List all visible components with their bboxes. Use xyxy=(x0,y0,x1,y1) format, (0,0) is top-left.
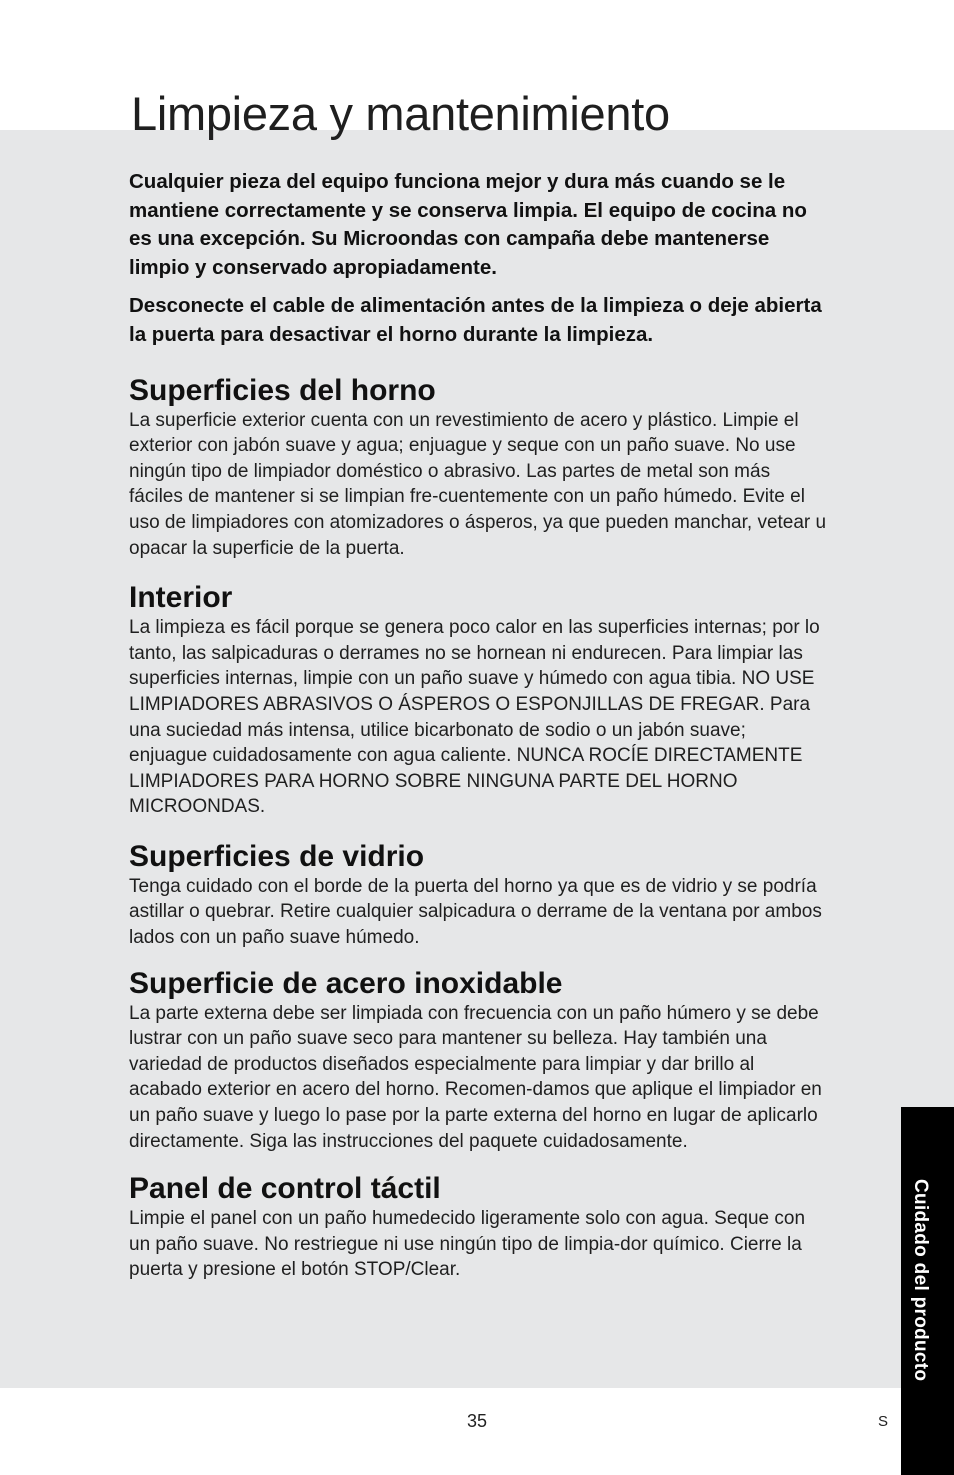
section-interior xyxy=(129,581,829,820)
intro-block xyxy=(129,168,829,350)
section-stainless-steel xyxy=(129,967,829,1155)
section-glass-surfaces xyxy=(129,840,829,951)
section-heading: Superficies del horno xyxy=(129,373,436,407)
language-code: S xyxy=(878,1413,889,1430)
section-body: Limpie el panel con un paño humedecido ligeramente solo con agua. Seque con un paño suave. No restriegue ni use ningún tipo de limpia-dor químico. Cierre la puerta y presione el botón STOP/Clear. xyxy=(129,1208,806,1281)
chapter-side-tab-label: Cuidado del producto xyxy=(910,1179,931,1382)
section-body: Tenga cuidado con el borde de la puerta del horno ya que es de vidrio y se podría astillar o quebrar. Retire cualquier salpicadura o derrame de la ventana por ambos lados con un paño suave húmedo. xyxy=(129,875,822,949)
section-heading: Superficies de vidrio xyxy=(129,839,425,873)
section-body: La superficie exterior cuenta con un revestimiento de acero y plástico. Limpie el exterior con jabón suave y agua; enjuague y seque con un paño suave. No use ningún tipo de limpiador doméstico o abrasivo. Las partes de metal son más fáciles de mantener si se limpian fre-cuentemente con un paño húmedo. Evite el uso de limpiadores con atomizadores o ásperos, ya que pueden manchar, vetear u opacar la superficie de la puerta. xyxy=(129,409,827,559)
warning-paragraph: Desconecte el cable de alimentación antes de la limpieza o deje abierta la puerta para desactivar el horno durante la limpieza. xyxy=(129,294,822,346)
section-touch-control-panel xyxy=(129,1172,829,1283)
section-oven-surfaces xyxy=(129,374,829,562)
page-number: 35 xyxy=(466,1411,488,1431)
section-heading: Interior xyxy=(129,581,233,615)
section-heading: Panel de control táctil xyxy=(129,1172,441,1206)
section-body: La limpieza es fácil porque se genera poco calor en las superficies internas; por lo tanto, las salpicaduras o derrames no se hornean ni endurecen. Para limpiar las superficies internas, limpie con un paño suave y húmedo con agua tibia. NO USE LIMPIADORES ABRASIVOS O ÁSPEROS O ESPONJILLAS DE FREGAR. Para una suciedad más intensa, utilice bicarbonato de sodio o un jabón suave; enjuague cuidadosamente con agua caliente. NUNCA ROCÍE DIRECTAMENTE LIMPIADORES PARA HORNO SOBRE NINGUNA PARTE DEL HORNO MICROONDAS. xyxy=(129,617,820,818)
intro-paragraph: Cualquier pieza del equipo funciona mejor y dura más cuando se le mantiene correctamente y se conserva limpia. El equipo de cocina no es una excepción. Su Microondas con campaña debe mantenerse limpio y conservado apropiadamente. xyxy=(129,170,807,279)
page-title: Limpieza y mantenimiento xyxy=(131,87,670,140)
section-heading: Superficie de acero inoxidable xyxy=(129,966,563,1000)
section-body: La parte externa debe ser limpiada con frecuencia con un paño húmero y se debe lustrar con un paño suave seco para mantener su belleza. Hay también una variedad de productos diseñados especialmente para limpiar y dar brillo al acabado exterior en acero del horno. Recomen-damos que aplique el limpiador en un paño suave y luego lo pase por la parte externa del horno en lugar de aplicarlo directamente. Siga las instrucciones del paquete cuidadosamente. xyxy=(129,1002,822,1152)
main-content xyxy=(129,168,829,1283)
